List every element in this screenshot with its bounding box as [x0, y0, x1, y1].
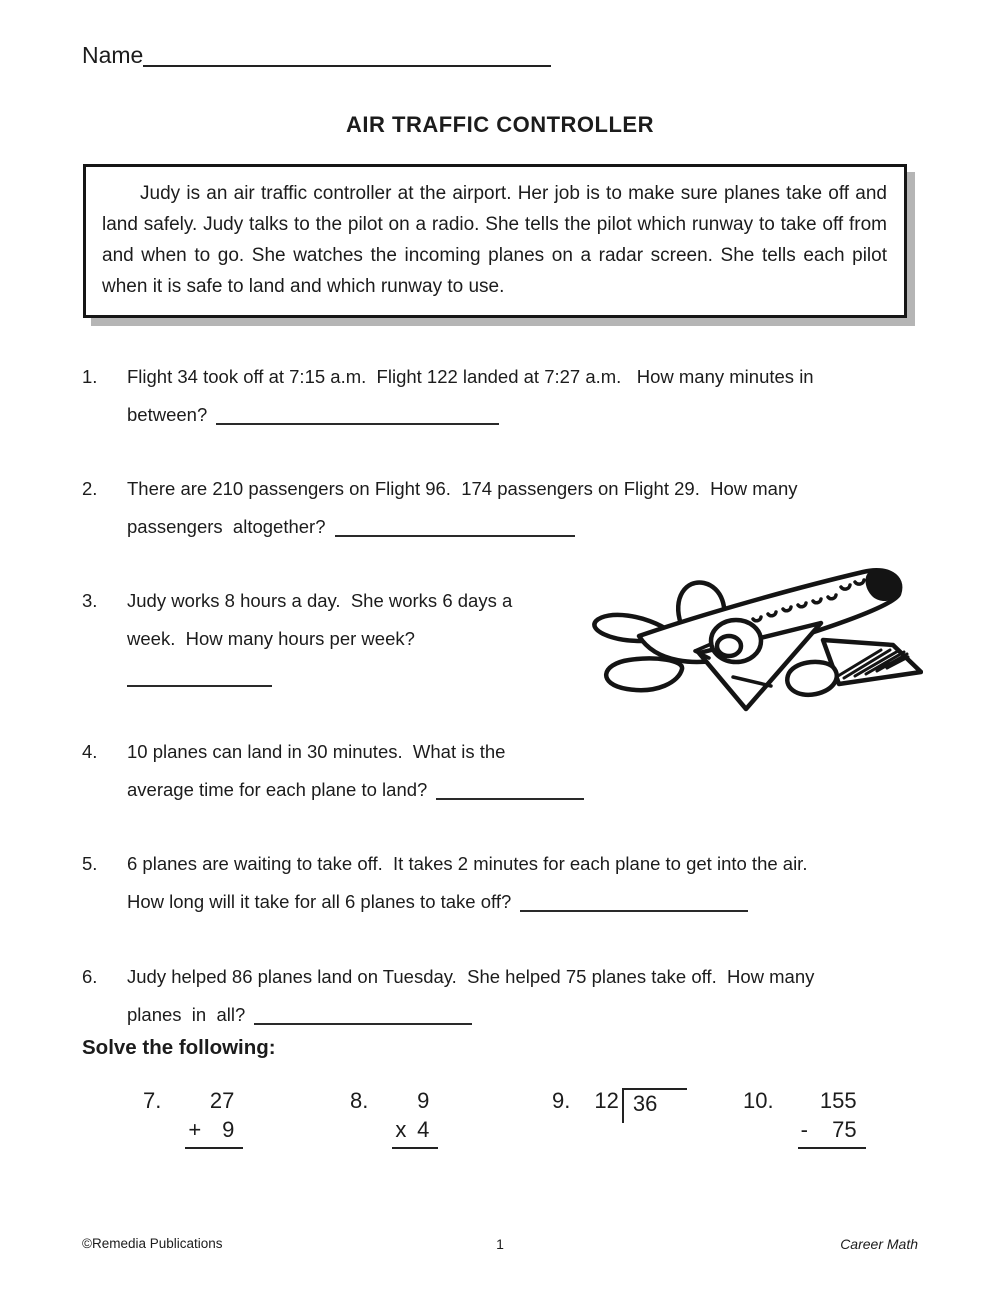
divisor: 12 [594, 1088, 619, 1113]
problem-10 [743, 1088, 866, 1149]
question-number: 3. [82, 590, 98, 611]
division-bracket: 36 [622, 1088, 687, 1123]
name-label: Name [82, 42, 144, 68]
answer-blank [436, 781, 584, 800]
intro-box [83, 164, 907, 318]
question-text: between? [127, 404, 208, 425]
question-5 [82, 845, 982, 921]
question-6 [82, 958, 982, 1034]
problem-number: 8. [350, 1088, 369, 1113]
question-text: How long will it take for all 6 planes to take off? [127, 891, 512, 912]
problem-number: 7. [143, 1088, 162, 1113]
answer-blank [254, 1006, 472, 1025]
problem-8 [350, 1088, 438, 1149]
operand-top: 9 [417, 1088, 430, 1113]
problem-7 [143, 1088, 243, 1149]
question-text: Flight 34 took off at 7:15 a.m. Flight 122 landed at 7:27 a.m. How many minutes in [127, 366, 814, 387]
operand: 9 [222, 1117, 235, 1142]
question-text: 6 planes are waiting to take off. It takes 2 minutes for each plane to get into the air. [127, 853, 808, 874]
question-text: average time for each plane to land? [127, 779, 428, 800]
solve-heading: Solve the following: [82, 1036, 276, 1059]
operand-top: 27 [209, 1088, 235, 1113]
operand: 4 [417, 1117, 430, 1142]
operand: 75 [832, 1117, 857, 1142]
question-text: Judy works 8 hours a day. She works 6 days a [127, 590, 513, 611]
question-number: 2. [82, 478, 98, 499]
question-number: 1. [82, 366, 98, 387]
answer-blank [335, 518, 575, 537]
question-number: 5. [82, 853, 98, 874]
question-text: passengers altogether? [127, 516, 326, 537]
operand-bottom [392, 1117, 438, 1149]
name-row [82, 42, 551, 69]
question-1 [82, 358, 982, 434]
operator: - [800, 1117, 808, 1142]
airplane-illustration [583, 556, 923, 716]
question-number: 4. [82, 741, 98, 762]
operator: + [188, 1117, 202, 1142]
question-text: Judy helped 86 planes land on Tuesday. She helped 75 planes take off. How many [127, 966, 815, 987]
question-text: There are 210 passengers on Flight 96. 174 passengers on Flight 29. How many [127, 478, 798, 499]
question-4 [82, 733, 982, 809]
copyright-text: ©Remedia Publications [82, 1236, 223, 1251]
answer-blank [127, 668, 272, 687]
question-number: 6. [82, 966, 98, 987]
question-2 [82, 470, 982, 546]
intro-paragraph: Judy is an air traffic controller at the airport. Her job is to make sure planes take off and land safely. Judy talks to the pilot on a radio. She tells the pilot which runway to take off from and when to go. She watches the incoming planes on a radar screen. She tells each pilot when it is safe to land and which runway to use. [102, 183, 887, 297]
operand-bottom [185, 1117, 243, 1149]
problem-number: 9. [552, 1088, 571, 1113]
series-title: Career Math [840, 1236, 918, 1252]
worksheet-title: AIR TRAFFIC CONTROLLER [346, 112, 654, 137]
page-number: 1 [496, 1236, 504, 1252]
answer-blank [216, 406, 499, 425]
answer-blank [520, 893, 748, 912]
problem-9 [552, 1088, 687, 1123]
question-text: 10 planes can land in 30 minutes. What is the [127, 741, 506, 762]
question-text: week. How many hours per week? [127, 628, 415, 649]
question-text: planes in all? [127, 1004, 246, 1025]
problem-number: 10. [743, 1088, 774, 1113]
operand-top: 155 [819, 1088, 857, 1113]
name-blank-line [143, 45, 551, 67]
operator: x [395, 1117, 407, 1142]
operand-bottom [798, 1117, 866, 1149]
